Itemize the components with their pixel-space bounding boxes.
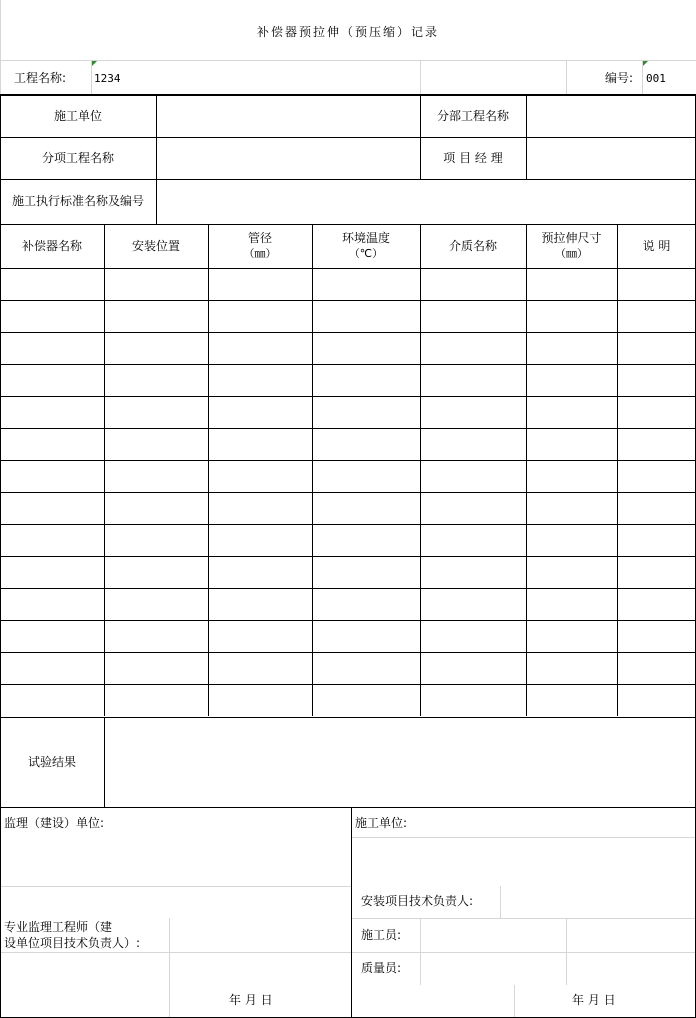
- column-header: [104, 224, 208, 268]
- table-cell[interactable]: [421, 429, 526, 460]
- table-cell[interactable]: [209, 397, 312, 428]
- table-cell[interactable]: [105, 557, 208, 588]
- column-header: [617, 224, 696, 268]
- table-cell[interactable]: [618, 525, 696, 556]
- builder-label: 施工员:: [361, 928, 402, 942]
- table-cell[interactable]: [618, 589, 696, 620]
- table-cell[interactable]: [313, 525, 420, 556]
- table-cell[interactable]: [105, 333, 208, 364]
- comment-marker-icon: [643, 61, 648, 66]
- table-cell[interactable]: [618, 621, 696, 652]
- column-header-label: 说 明: [642, 238, 671, 253]
- table-cell[interactable]: [1, 365, 104, 396]
- footer-construction-unit-label: 施工单位:: [355, 816, 408, 830]
- date-right: 年 月 日: [572, 993, 616, 1007]
- table-cell[interactable]: [1, 333, 104, 364]
- quality-label: 质量员:: [361, 961, 402, 975]
- table-cell[interactable]: [527, 301, 617, 332]
- table-cell[interactable]: [105, 685, 208, 716]
- project-name-value[interactable]: 1234: [94, 71, 121, 85]
- table-cell[interactable]: [209, 557, 312, 588]
- table-cell[interactable]: [421, 493, 526, 524]
- project-name-label: 工程名称:: [14, 70, 67, 85]
- table-cell[interactable]: [313, 557, 420, 588]
- table-cell[interactable]: [618, 333, 696, 364]
- construction-unit-label: 施工单位: [53, 108, 102, 123]
- table-cell[interactable]: [313, 653, 420, 684]
- column-header-unit: （㎜）: [243, 247, 277, 260]
- table-cell[interactable]: [1, 397, 104, 428]
- table-cell[interactable]: [313, 333, 420, 364]
- date-left: 年 月 日: [229, 993, 273, 1007]
- table-cell[interactable]: [421, 461, 526, 492]
- table-cell[interactable]: [618, 269, 696, 300]
- comment-marker-icon: [92, 61, 97, 66]
- table-cell[interactable]: [618, 685, 696, 716]
- table-cell[interactable]: [313, 269, 420, 300]
- gridline: [420, 60, 421, 94]
- standard-field[interactable]: [157, 179, 696, 224]
- column-header-unit: （℃）: [348, 247, 384, 260]
- table-cell[interactable]: [1, 685, 104, 716]
- table-cell[interactable]: [313, 365, 420, 396]
- install-tech-label: 安装项目技术负责人:: [361, 894, 474, 908]
- column-header: [208, 224, 312, 268]
- table-cell[interactable]: [313, 685, 420, 716]
- grid-line: [351, 807, 352, 1018]
- item-project-label: 分项工程名称: [41, 150, 114, 165]
- table-cell[interactable]: [421, 621, 526, 652]
- gridline: [0, 60, 696, 61]
- table-cell[interactable]: [618, 653, 696, 684]
- table-cell[interactable]: [421, 333, 526, 364]
- column-header: [526, 224, 617, 268]
- table-cell[interactable]: [527, 621, 617, 652]
- table-cell[interactable]: [313, 461, 420, 492]
- project-manager-field[interactable]: [527, 137, 696, 179]
- table-cell[interactable]: [527, 269, 617, 300]
- table-cell[interactable]: [209, 461, 312, 492]
- table-cell[interactable]: [209, 621, 312, 652]
- number-label: 编号:: [604, 70, 634, 85]
- table-cell[interactable]: [105, 397, 208, 428]
- table-cell[interactable]: [1, 557, 104, 588]
- table-cell[interactable]: [105, 493, 208, 524]
- number-value[interactable]: 001: [646, 71, 666, 85]
- table-cell[interactable]: [527, 397, 617, 428]
- table-cell[interactable]: [105, 269, 208, 300]
- table-cell[interactable]: [105, 525, 208, 556]
- test-result-label: 试验结果: [27, 754, 76, 769]
- install-tech-field[interactable]: [501, 887, 696, 918]
- item-project-field[interactable]: [157, 137, 420, 179]
- column-header-unit: （㎜）: [555, 247, 588, 260]
- table-cell[interactable]: [1, 269, 104, 300]
- table-cell[interactable]: [421, 269, 526, 300]
- sub-project-field[interactable]: [527, 95, 696, 137]
- table-cell[interactable]: [618, 429, 696, 460]
- table-cell[interactable]: [527, 685, 617, 716]
- table-cell[interactable]: [313, 589, 420, 620]
- table-cell[interactable]: [1, 301, 104, 332]
- table-cell[interactable]: [527, 333, 617, 364]
- table-cell[interactable]: [209, 525, 312, 556]
- column-header: [312, 224, 420, 268]
- table-cell[interactable]: [209, 653, 312, 684]
- column-header: [420, 224, 526, 268]
- table-cell[interactable]: [421, 589, 526, 620]
- supervisor-engineer-label-line2: 设单位项目技术负责人）:: [4, 936, 141, 950]
- builder-field[interactable]: [421, 919, 566, 952]
- table-cell[interactable]: [313, 397, 420, 428]
- table-cell[interactable]: [209, 685, 312, 716]
- gridline: [566, 60, 567, 94]
- table-cell[interactable]: [618, 301, 696, 332]
- table-cell[interactable]: [1, 589, 104, 620]
- table-cell[interactable]: [1, 429, 104, 460]
- table-cell[interactable]: [618, 365, 696, 396]
- page-title: 补偿器预拉伸（预压缩）记录: [256, 24, 439, 39]
- table-cell[interactable]: [313, 301, 420, 332]
- column-header: [0, 224, 104, 268]
- table-cell[interactable]: [421, 397, 526, 428]
- table-cell[interactable]: [421, 685, 526, 716]
- table-cell[interactable]: [527, 589, 617, 620]
- sub-project-label: 分部工程名称: [436, 108, 509, 123]
- table-cell[interactable]: [527, 493, 617, 524]
- table-cell[interactable]: [209, 365, 312, 396]
- table-cell[interactable]: [421, 557, 526, 588]
- table-cell[interactable]: [1, 621, 104, 652]
- table-cell[interactable]: [618, 557, 696, 588]
- table-cell[interactable]: [527, 653, 617, 684]
- table-cell[interactable]: [313, 429, 420, 460]
- table-cell[interactable]: [209, 429, 312, 460]
- table-cell[interactable]: [105, 461, 208, 492]
- table-cell[interactable]: [527, 525, 617, 556]
- table-cell[interactable]: [209, 301, 312, 332]
- construction-unit-field[interactable]: [157, 95, 420, 137]
- column-header-label: 安装位置: [131, 238, 180, 253]
- supervisor-unit-label: 监理（建设）单位:: [4, 816, 105, 830]
- table-cell[interactable]: [421, 301, 526, 332]
- table-cell[interactable]: [105, 301, 208, 332]
- table-cell[interactable]: [618, 493, 696, 524]
- table-cell[interactable]: [1, 461, 104, 492]
- table-cell[interactable]: [105, 653, 208, 684]
- table-cell[interactable]: [527, 461, 617, 492]
- table-cell[interactable]: [105, 589, 208, 620]
- standard-label: 施工执行标准名称及编号: [11, 194, 144, 208]
- column-header-label: 预拉伸尺寸: [541, 231, 602, 245]
- supervisor-engineer-label-line1: 专业监理工程师（建: [4, 920, 113, 934]
- table-cell[interactable]: [209, 269, 312, 300]
- table-cell[interactable]: [209, 493, 312, 524]
- table-cell[interactable]: [527, 429, 617, 460]
- column-header-label: 补偿器名称: [21, 238, 82, 253]
- table-cell[interactable]: [421, 525, 526, 556]
- table-cell[interactable]: [1, 525, 104, 556]
- column-header-label: 环境温度: [341, 231, 390, 245]
- table-cell[interactable]: [421, 653, 526, 684]
- table-cell[interactable]: [313, 621, 420, 652]
- table-cell[interactable]: [527, 557, 617, 588]
- table-cell[interactable]: [527, 365, 617, 396]
- project-manager-label: 项 目 经 理: [443, 150, 503, 165]
- table-cell[interactable]: [618, 397, 696, 428]
- table-cell[interactable]: [313, 493, 420, 524]
- table-cell[interactable]: [618, 461, 696, 492]
- column-header-label: 管径: [247, 231, 272, 245]
- table-cell[interactable]: [421, 365, 526, 396]
- table-cell[interactable]: [209, 589, 312, 620]
- table-cell[interactable]: [105, 621, 208, 652]
- supervisor-engineer-field[interactable]: [170, 919, 351, 985]
- table-cell[interactable]: [105, 365, 208, 396]
- grid-line: [0, 807, 696, 808]
- table-cell[interactable]: [105, 429, 208, 460]
- table-cell[interactable]: [1, 653, 104, 684]
- quality-field[interactable]: [421, 953, 566, 985]
- table-cell[interactable]: [1, 493, 104, 524]
- table-cell[interactable]: [209, 333, 312, 364]
- column-header-label: 介质名称: [448, 238, 497, 253]
- test-result-field[interactable]: [105, 717, 696, 807]
